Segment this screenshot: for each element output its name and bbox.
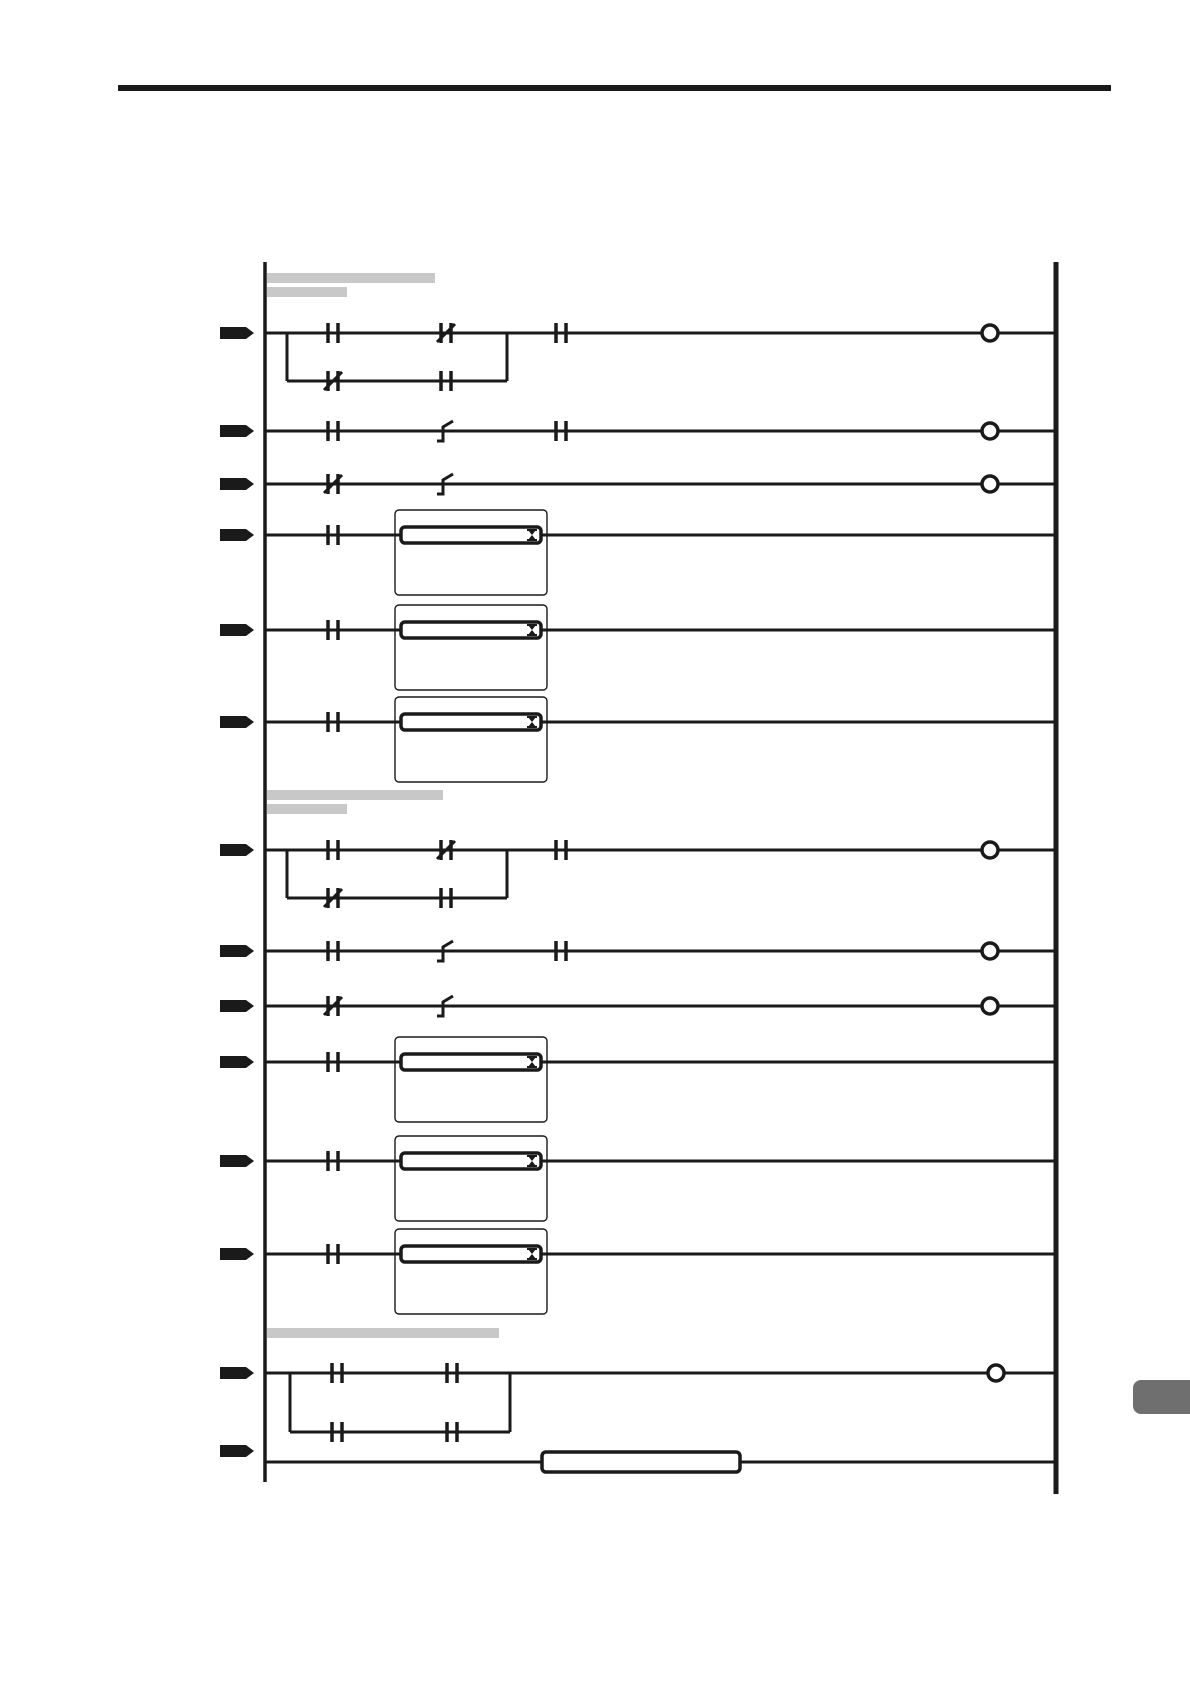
section-subheader-bar [267, 287, 347, 297]
rung-arrow-icon [220, 1248, 254, 1260]
rung-arrow-icon [220, 945, 254, 957]
coil-icon [982, 943, 998, 959]
timer-frame [395, 1229, 547, 1314]
rung [220, 840, 1056, 908]
rung [220, 1229, 1056, 1314]
section-header-bar [267, 273, 435, 283]
function-block [542, 1452, 740, 1472]
contact-nc-icon [437, 323, 455, 343]
timer-frame [395, 1136, 547, 1221]
rung-arrow-icon [220, 1367, 254, 1379]
timer-instruction-box [401, 1246, 541, 1262]
rung [220, 421, 1056, 441]
timer-frame [395, 605, 547, 690]
rung-arrow-icon [220, 425, 254, 437]
contact-nc-icon [324, 474, 342, 494]
rung-arrow-icon [220, 1056, 254, 1068]
timer-block [395, 605, 547, 690]
rung-arrow-icon [220, 1155, 254, 1167]
contact-nc-icon [437, 840, 455, 860]
rung-arrow-icon [220, 327, 254, 339]
rung [220, 996, 1056, 1016]
rung-arrow-icon [220, 529, 254, 541]
timer-instruction-box [401, 622, 541, 638]
rung-arrow-icon [220, 1445, 254, 1457]
timer-instruction-box [401, 1153, 541, 1169]
timer-instruction-box [401, 714, 541, 730]
coil-icon [982, 423, 998, 439]
section-header-bars [267, 273, 499, 1338]
coil-icon [982, 842, 998, 858]
rung-arrow-icon [220, 624, 254, 636]
rung [220, 474, 1056, 494]
timer-frame [395, 1037, 547, 1122]
rung-arrow-icon [220, 1000, 254, 1012]
timer-instruction-box [401, 1054, 541, 1070]
timer-block [395, 1229, 547, 1314]
contact-nc-icon [324, 371, 342, 391]
coil-icon [988, 1365, 1004, 1381]
section-header-bar [267, 790, 443, 800]
chapter-tab [1133, 1380, 1190, 1414]
timer-frame [395, 510, 547, 595]
timer-instruction-box [401, 527, 541, 543]
rung [220, 510, 1056, 595]
timer-block [395, 510, 547, 595]
rung [220, 605, 1056, 690]
rung [220, 323, 1056, 391]
timer-block [395, 697, 547, 782]
rung [220, 941, 1056, 961]
power-rails [265, 262, 1056, 1494]
rung-arrow-icon [220, 478, 254, 490]
rungs [220, 323, 1056, 1472]
rung [220, 697, 1056, 782]
rung [220, 1445, 1056, 1472]
timer-block [395, 1037, 547, 1122]
contact-nc-icon [324, 888, 342, 908]
rung [220, 1037, 1056, 1122]
timer-block [395, 1136, 547, 1221]
contact-nc-icon [324, 996, 342, 1016]
coil-icon [982, 476, 998, 492]
section-header-bar [267, 1328, 499, 1338]
rung-arrow-icon [220, 716, 254, 728]
coil-icon [982, 325, 998, 341]
rung [220, 1136, 1056, 1221]
rung-arrow-icon [220, 844, 254, 856]
coil-icon [982, 998, 998, 1014]
rung [220, 1363, 1056, 1442]
timer-frame [395, 697, 547, 782]
section-subheader-bar [267, 804, 347, 814]
